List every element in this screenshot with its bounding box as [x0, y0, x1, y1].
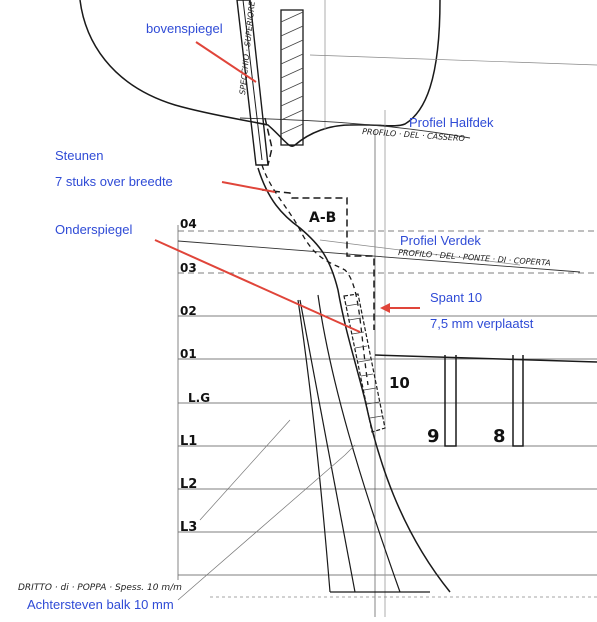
waterline-label-02: 02: [180, 304, 197, 318]
annotation-spant-2: 7,5 mm verplaatst: [430, 316, 534, 331]
stern-curve: [258, 168, 450, 592]
waterline-label-l3: L3: [180, 520, 198, 535]
waterline-label-04: 04: [180, 217, 197, 231]
frames-9-8: [375, 355, 597, 446]
label-frame-8: 8: [493, 426, 506, 447]
label-dritto-poppa: DRITTO · di · POPPA · Spess. 10 m/m: [18, 583, 182, 593]
lower-transom-strip: [344, 294, 385, 432]
annotation-profiel-verdek: Profiel Verdek: [400, 233, 481, 248]
label-frame-10: 10: [389, 374, 410, 392]
label-profilo-cassero: PROFILO · DEL · CASSERO: [361, 127, 466, 144]
annotation-bovenspiegel: bovenspiegel: [146, 21, 223, 36]
waterline-label-lg: L.G: [188, 391, 211, 405]
annotation-achtersteven: Achtersteven balk 10 mm: [27, 597, 174, 612]
arrow-steunen: [222, 182, 275, 192]
annotation-spant-1: Spant 10: [430, 290, 483, 305]
annotation-arrows: [155, 42, 420, 332]
label-profilo-coperta: PROFILO · DEL · PONTE · DI · COPERTA: [397, 248, 551, 268]
sternpost-lines: [298, 295, 430, 592]
annotation-steunen-2: 7 stuks over breedte: [55, 174, 173, 189]
hull-top-outline: [80, 0, 440, 146]
label-ab: A-B: [309, 210, 337, 226]
annotation-steunen-1: Steunen: [55, 148, 104, 163]
waterline-label-l1: L1: [180, 434, 198, 449]
waterline-label-l2: L2: [180, 477, 198, 492]
waterline-grid: [178, 231, 597, 575]
waterline-labels: [180, 217, 210, 535]
arrow-onderspiegel: [155, 240, 360, 332]
annotation-onderspiegel: Onderspiegel: [55, 222, 133, 237]
stern-post-hatched: [281, 10, 303, 145]
annotation-profiel-halfdek: Profiel Halfdek: [409, 115, 494, 130]
waterline-label-03: 03: [180, 261, 197, 275]
waterline-label-01: 01: [180, 347, 197, 361]
label-frame-9: 9: [427, 426, 440, 447]
label-specchio-superiore: SPECCHIO · SUPERIORE: [238, 0, 257, 96]
